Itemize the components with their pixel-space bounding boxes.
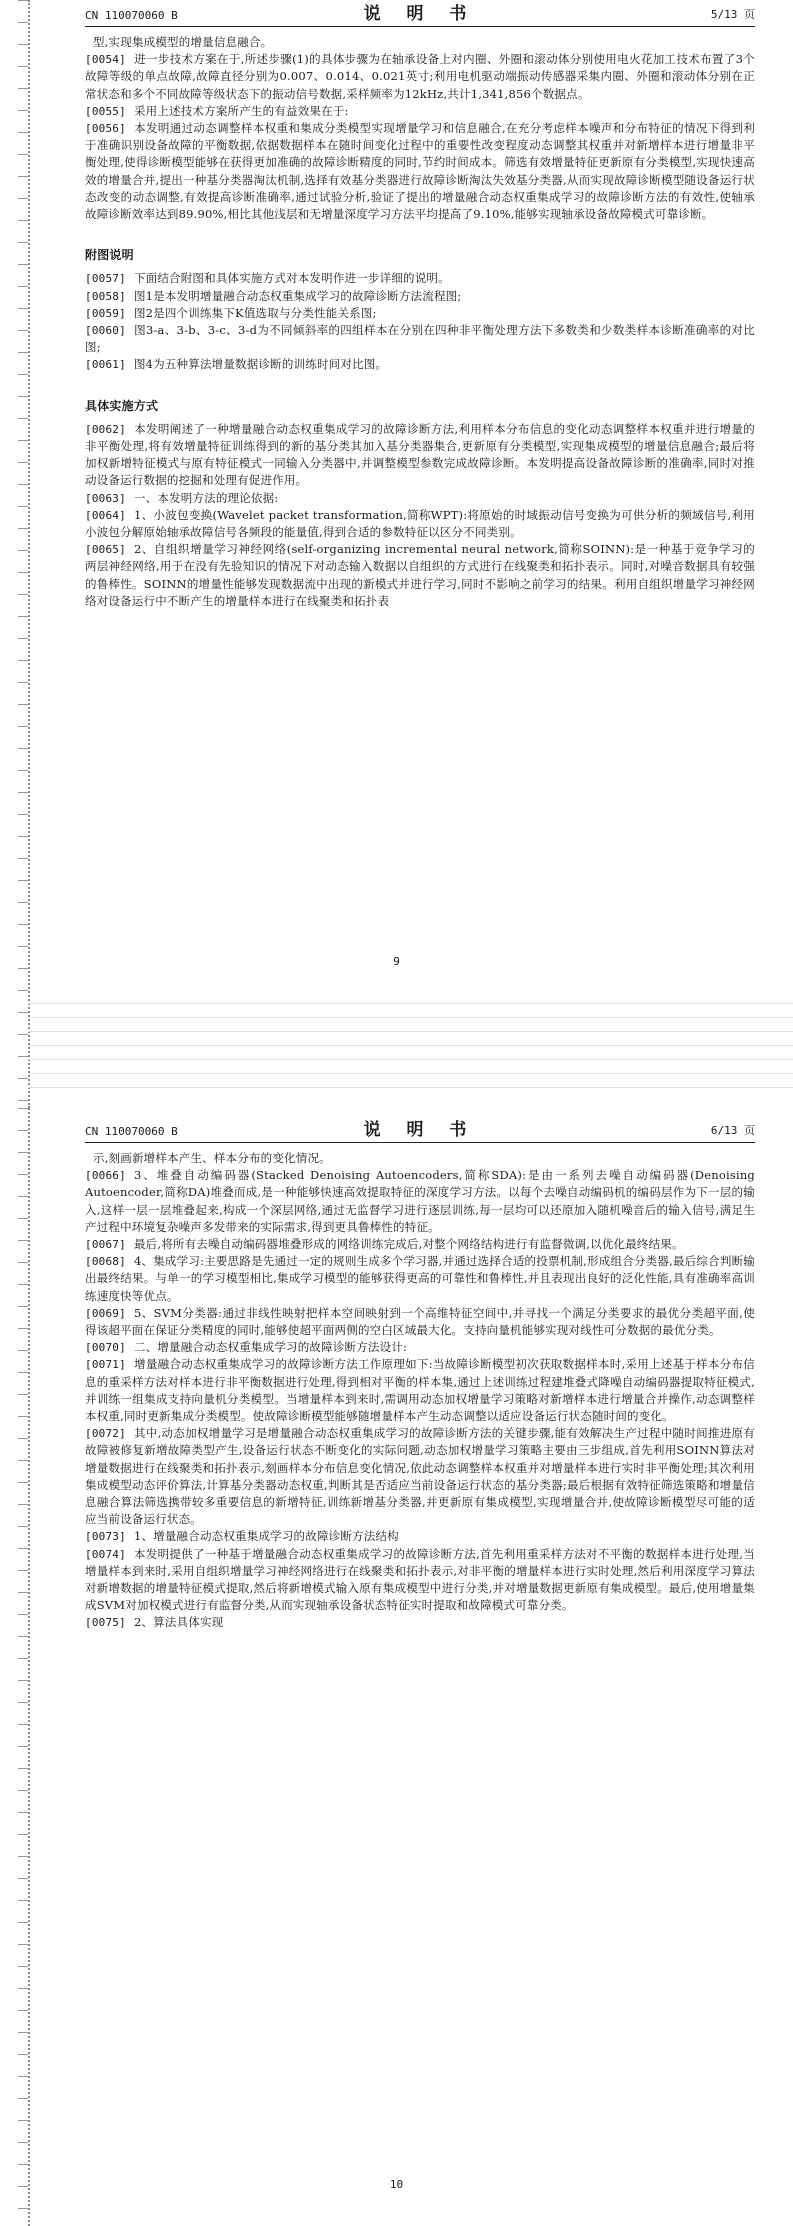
section-heading-embodiment: 具体实施方式 <box>85 398 159 413</box>
paragraph-text: 2、算法具体实现 <box>133 1615 224 1630</box>
paragraph-0068 <box>85 1253 755 1305</box>
paragraph-0057 <box>85 270 755 287</box>
paragraph: 示,刻画新增样本产生、样本分布的变化情况。 <box>93 1151 331 1165</box>
paragraph-text: 下面结合附图和具体实施方式对本发明作进一步详细的说明。 <box>133 271 450 286</box>
paragraph-0058 <box>85 288 755 305</box>
paragraph-number: [0059] <box>85 306 126 320</box>
paragraph-text: 二、增量融合动态权重集成学习的故障诊断方法设计: <box>133 1340 408 1355</box>
paragraph-0073 <box>85 1528 755 1545</box>
paragraph-text: 其中,动态加权增量学习是增量融合动态权重集成学习的故障诊断方法的关键步骤,能有效解决生产过程中随时间推进原有故障被修复新增故障类型产生,设备运行状态不断变化的实际问题,动态加权增量学习策略主要由三步组成,首先利用SOINN算法对增量数据进行在线聚类和拓扑表示,刻画样本分布信息变化情况,依此动态调整样本权重并对增量样本进行实时非平衡处理;其次利用集成模型动态评价算法,计算基分类器动态权重,判断其是否适应当前设备运行状态的基分类器;最后根据有效特征筛选策略和增量信息融合算法筛选携带较多重要信息的新增特征,训练新增基分类器,并更新原有集成模型,实现增量合并,使故障诊断模型尽可能的适应当前设备运行状态。 <box>85 1426 755 1527</box>
page-number: 10 <box>389 2178 404 2191</box>
binding-ticks <box>18 0 28 1108</box>
page-body <box>85 34 755 610</box>
paragraph-number: [0065] <box>85 543 126 557</box>
paragraph-0072 <box>85 1425 755 1528</box>
paragraph-text: 5、SVM分类器:通过非线性映射把样本空间映射到一个高维特征空间中,并寻找一个满足分类要求的最优分类超平面,使得该超平面在保证分类精度的同时,能够使超平面两侧的空白区域最大化。支持向量机能够实现对线性可分数据的最优分类。 <box>85 1305 755 1338</box>
document-page-2 <box>0 1108 793 2226</box>
paragraph-number: [0062] <box>85 422 126 436</box>
page-number: 9 <box>393 955 400 968</box>
paragraph-0071 <box>85 1356 755 1425</box>
paragraph-text: 1、增量融合动态权重集成学习的故障诊断方法结构 <box>133 1529 399 1544</box>
paragraph-number: [0054] <box>85 53 126 67</box>
page-indicator: 5/13 页 <box>710 8 755 21</box>
binding-line <box>28 1108 30 2226</box>
paragraph-0069 <box>85 1305 755 1339</box>
paragraph-number: [0066] <box>85 1169 126 1183</box>
paragraph-text: 本发明提供了一种基于增量融合动态权重集成学习的故障诊断方法,首先利用重采样方法对不平衡的数据样本进行处理,当增量样本到来时,采用自组织增量学习神经网络进行在线聚类和拓扑表示,对非平衡的增量样本进行实时处理,然后利用深度学习算法对新增数据的增量特征模式提取,然后将新增模式输入原有集成模型中进行分类,并对增量数据更新原有集成模型。最后,使用增量集成SVM对加权模式进行有监督分类,从而实现轴承设备状态特征实时提取和故障模式可靠分类。 <box>85 1546 755 1613</box>
paragraph-0060 <box>85 322 755 356</box>
paragraph-text: 4、集成学习:主要思路是先通过一定的规则生成多个学习器,并通过选择合适的投票机制,形成组合分类器,最后综合判断输出最终结果。与单一的学习模型相比,集成学习模型的能够获得更高的可靠性和鲁棒性,并且表现出良好的泛化性能,具有准确率高训练速度快等优点。 <box>85 1254 755 1303</box>
paragraph-number: [0075] <box>85 1616 126 1630</box>
paragraph-0055 <box>85 103 755 120</box>
paragraph-text: 一、本发明方法的理论依据: <box>133 490 279 505</box>
publication-number: CN 110070060 B <box>85 9 178 22</box>
page-body <box>85 1150 755 1632</box>
paragraph-number: [0060] <box>85 324 126 338</box>
paragraph-0059 <box>85 305 755 322</box>
paragraph-number: [0058] <box>85 289 126 303</box>
paragraph-text: 增量融合动态权重集成学习的故障诊断方法工作原理如下:当故障诊断模型初次获取数据样本时,采用上述基于样本分布信息的重采样方法对样本进行非平衡数据进行处理,得到相对平衡的样本集,通过上述训练过程建堆叠式降噪自动编码器提取特征模式,并训练一组集成支持向量机分类模型。当增量样本到来时,需调用动态加权增量学习策略对新增样本进行增量合并操作,动态调整样本权重,同时更新集成分类模型。使故障诊断模型能够随增量样本产生动态调整以适应设备运行状态随时间的变化。 <box>85 1357 755 1424</box>
paragraph-number: [0069] <box>85 1306 126 1320</box>
paragraph-number: [0061] <box>85 358 126 372</box>
paragraph-0066 <box>85 1167 755 1236</box>
paragraph-text: 3、堆叠自动编码器(Stacked Denoising Autoencoders,简称SDA):是由一系列去噪自动编码器(Denoising Autoencoder,简称DA)堆叠而成,是一种能够快速高效提取特征的深度学习方法。以每个去噪自动编码机的编码层作为下一层的输入,这样一层一层堆叠起来,构成一个深层网络,通过无监督学习进行逐层训练,每一层均可以还原加入随机噪音后的输入信号,满足生产过程中环境复杂噪声多发带来的实际需求,得到更具鲁棒性的特征。 <box>85 1168 755 1234</box>
paragraph-text: 1、小波包变换(Wavelet packet transformation,简称WPT):将原始的时域振动信号变换为可供分析的频域信号,利用小波包分解原始轴承故障信号各频段的能量值,得到合适的参数特征以区分不同类别。 <box>85 507 755 540</box>
paragraph-0054 <box>85 51 755 103</box>
binding-line <box>28 0 30 1108</box>
paragraph-0074 <box>85 1546 755 1615</box>
paragraph-number: [0063] <box>85 491 126 505</box>
paragraph-0061 <box>85 356 755 373</box>
paragraph-number: [0068] <box>85 1255 126 1269</box>
paragraph-number: [0055] <box>85 104 126 118</box>
paragraph: 型,实现集成模型的增量信息融合。 <box>93 35 273 49</box>
document-title: 说 明 书 <box>363 4 477 24</box>
paragraph-text: 2、自组织增量学习神经网络(self-organizing incremental neural network,简称SOINN):是一种基于竞争学习的两层神经网络,用于在没有先验知识的情况下对动态输入数据以自组织的方式进行在线聚类和拓扑表示。同时,对噪音数据具有较强的鲁棒性。SOINN的增量性能够发现数据流中出现的新模式并进行学习,同时不影响之前学习的结果。利用自组织增量学习神经网络对设备运行中不断产生的增量样本进行在线聚类和拓扑表 <box>85 542 755 608</box>
paragraph-text: 图3-a、3-b、3-c、3-d为不同倾斜率的四组样本在分别在四种非平衡处理方法下多数类和少数类样本诊断准确率的对比图; <box>85 323 755 355</box>
paragraph-0062 <box>85 421 755 490</box>
paragraph-text: 采用上述技术方案所产生的有益效果在于: <box>133 103 349 118</box>
publication-number: CN 110070060 B <box>85 1125 178 1138</box>
paragraph-number: [0071] <box>85 1358 126 1372</box>
document-page-1 <box>0 0 793 1108</box>
paragraph-number: [0073] <box>85 1530 126 1544</box>
paragraph-number: [0070] <box>85 1341 126 1355</box>
paragraph-0063 <box>85 490 755 507</box>
paragraph-text: 图4为五种算法增量数据诊断的训练时间对比图。 <box>133 357 388 372</box>
paragraph-text: 图2是四个训练集下K值选取与分类性能关系图; <box>133 305 377 320</box>
paragraph-number: [0056] <box>85 122 126 136</box>
page-gap <box>28 990 793 1100</box>
paragraph-0064 <box>85 507 755 541</box>
page-header <box>85 1116 755 1143</box>
paragraph-0070 <box>85 1339 755 1356</box>
paragraph-0075 <box>85 1614 755 1631</box>
document-title: 说 明 书 <box>363 1120 477 1140</box>
paragraph-number: [0064] <box>85 508 126 522</box>
paragraph-text: 图1是本发明增量融合动态权重集成学习的故障诊断方法流程图; <box>133 288 462 303</box>
page-indicator: 6/13 页 <box>710 1124 755 1137</box>
paragraph-text: 本发明阐述了一种增量融合动态权重集成学习的故障诊断方法,利用样本分布信息的变化动态调整样本权重并进行增量的非平衡处理,将有效增量特征训练得到的新的基分类其加入基分类器集合,更新原有分类模型,实现集成模型的增量信息融合;最后将加权新增特征模式与原有特征模式一同输入分类器中,并调整模型参数完成故障诊断。本发明提高设备故障诊断的准确率,同时对推动设备运行数据的挖掘和处理有促进作用。 <box>85 421 755 488</box>
paragraph-number: [0072] <box>85 1427 126 1441</box>
paragraph-text: 进一步技术方案在于,所述步骤(1)的具体步骤为在轴承设备上对内圈、外圈和滚动体分别使用电火花加工技术布置了3个故障等级的单点故障,故障直径分别为0.007、0.014、0.021英寸;利用电机驱动端振动传感器采集内圈、外圈和滚动体分别在正常状态和多个不同故障等级状态下的振动信号数据,采样频率为12kHz,共计1,341,856个数据点。 <box>85 52 755 101</box>
paragraph-number: [0074] <box>85 1547 126 1561</box>
paragraph-0056 <box>85 120 755 223</box>
paragraph-0067 <box>85 1236 755 1253</box>
paragraph-number: [0057] <box>85 272 126 286</box>
paragraph-text: 最后,将所有去噪自动编码器堆叠形成的网络训练完成后,对整个网络结构进行有监督微调,以优化最终结果。 <box>133 1237 684 1252</box>
paragraph-0065 <box>85 541 755 610</box>
paragraph-number: [0067] <box>85 1238 126 1252</box>
section-heading-figures: 附图说明 <box>85 248 134 263</box>
page-header <box>85 0 755 27</box>
binding-ticks <box>18 1108 28 2226</box>
paragraph-text: 本发明通过动态调整样本权重和集成分类模型实现增量学习和信息融合,在充分考虑样本噪声和分布特征的情况下得到利于准确识别设备故障的平衡数据,依据数据样本在随时间变化过程中的重要性改变程度动态调整其权重并对新增样本进行增量非平衡处理,使得诊断模型能够在获得更加准确的故障诊断精度的同时,节约时间成本。筛选有效增量特征更新原有分类模型,实现快速高效的增量合并,提出一种基分类器淘汰机制,选择有效基分类器进行故障诊断淘汰失效基分类器,从而实现故障诊断模型随设备运行状态改变的动态调整,有效提高诊断准确率,通过试验分析,验证了提出的增量融合动态权重集成学习的故障诊断方法的有效性,使轴承故障诊断效率达到89.90%,相比其他浅层和无增量深度学习方法平均提高了9.10%,能够实现轴承设备故障模式可靠诊断。 <box>85 121 755 222</box>
